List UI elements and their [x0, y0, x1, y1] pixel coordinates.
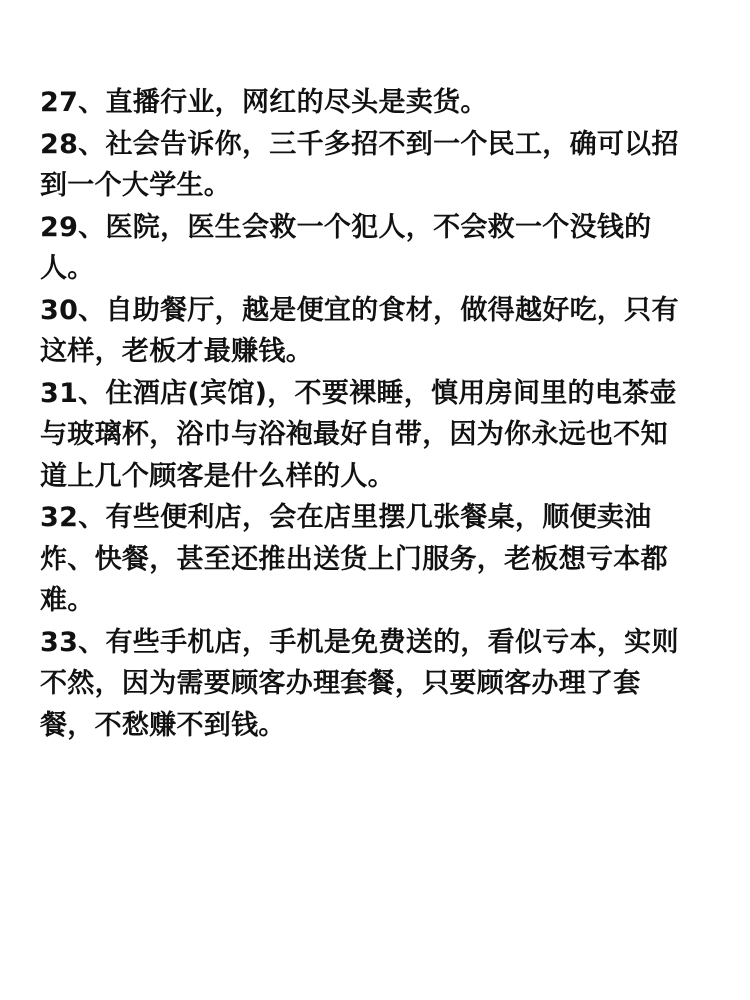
text-line: 27、直播行业，网红的尽头是卖货。 [40, 87, 488, 118]
text-line: 这样，老板才最赚钱。 [40, 336, 313, 367]
text-line: 道上几个顾客是什么样的人。 [40, 460, 395, 492]
text-line: 炸、快餐，甚至还推出送货上门服务，老板想亏本都 [40, 543, 668, 575]
document-body [40, 82, 710, 746]
text-line: 不然，因为需要顾客办理套餐，只要顾客办理了套 [40, 668, 641, 699]
text-line: 餐，不愁赚不到钱。 [40, 709, 286, 741]
text-line: 28、社会告诉你，三千多招不到一个民工，确可以招 [40, 128, 679, 160]
text-line: 29、医院，医生会救一个犯人，不会救一个没钱的 [40, 211, 652, 243]
text-line: 31、住酒店(宾馆)，不要裸睡，慎用房间里的电茶壶 [40, 377, 677, 409]
text-line: 难。 [40, 585, 95, 616]
text-line: 与玻璃杯，浴巾与浴袍最好自带，因为你永远也不知 [40, 419, 668, 450]
text-line: 33、有些手机店，手机是免费送的，看似亏本，实则 [40, 626, 679, 658]
text-line: 到一个大学生。 [40, 170, 232, 201]
text-line: 30、自助餐厅，越是便宜的食材，做得越好吃，只有 [40, 294, 679, 326]
text-line: 32、有些便利店，会在店里摆几张餐桌，顺便卖油 [40, 502, 652, 533]
text-line: 人。 [40, 253, 95, 284]
